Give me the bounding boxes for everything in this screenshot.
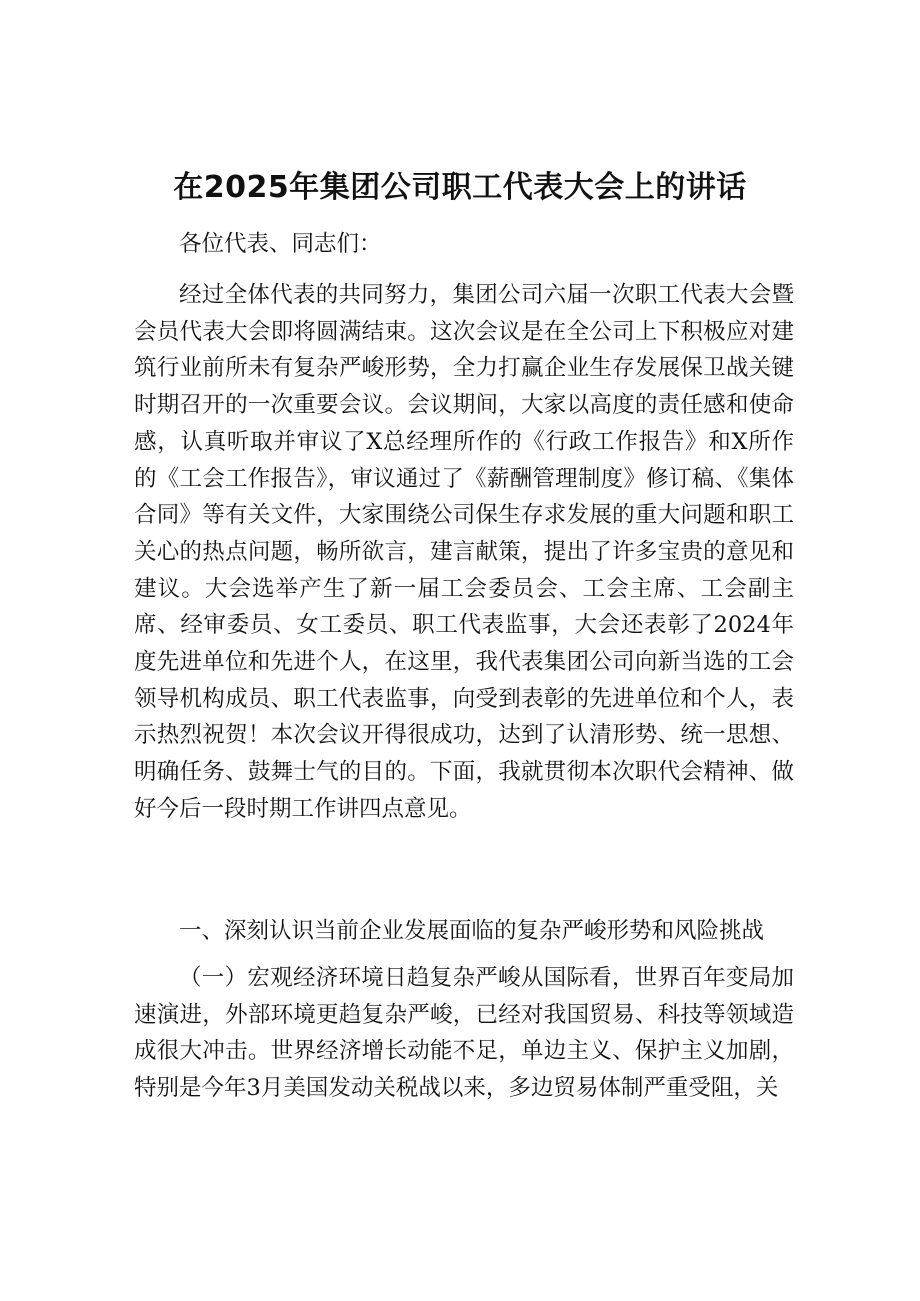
salutation: 各位代表、同志们： — [179, 231, 382, 257]
body-paragraph: 经过全体代表的共同努力，集团公司六届一次职工代表大会暨会员代表大会即将圆满结束。这次会议是在全公司上下积极应对建筑行业前所未有复杂严峻形势，全力打赢企业生存发展保卫战关键时期召开的一次重要会议。会议期间，大家以高度的责任感和使命感，认真听取并审议了X总经理所作的《行政工作报告》和X所作的《工会工作报告》，审议通过了《薪酬管理制度》修订稿、《集体合同》等有关文件，大家围绕公司保生存求发展的重大问题和职工关心的热点问题，畅所欲言，建言献策，提出了许多宝贵的意见和建议。大会选举产生了新一届工会委员会、工会主席、工会副主席、经审委员、女工委员、职工代表监事，大会还表彰了2024年度先进单位和先进个人，在这里，我代表集团公司向新当选的工会领导机构成员、职工代表监事，向受到表彰的先进单位和个人，表示热烈祝贺！本次会议开得很成功，达到了认清形势、统一思想、明确任务、鼓舞士气的目的。下面，我就贯彻本次职代会精神、做好今后一段时期工作讲四点意见。 — [134, 282, 794, 822]
subsection-paragraph: （一）宏观经济环境日趋复杂严峻从国际看，世界百年变局加速演进，外部环境更趋复杂严峻，已经对我国贸易、科技等领域造成很大冲击。世界经济增长动能不足，单边主义、保护主义加剧，特别是今年3月美国发动关税战以来，多边贸易体制严重受阻，关 — [134, 965, 794, 1102]
section-heading: 一、深刻认识当前企业发展面临的复杂严峻形势和风险挑战 — [179, 918, 765, 944]
document-title: 在2025年集团公司职工代表大会上的讲话 — [173, 170, 747, 205]
